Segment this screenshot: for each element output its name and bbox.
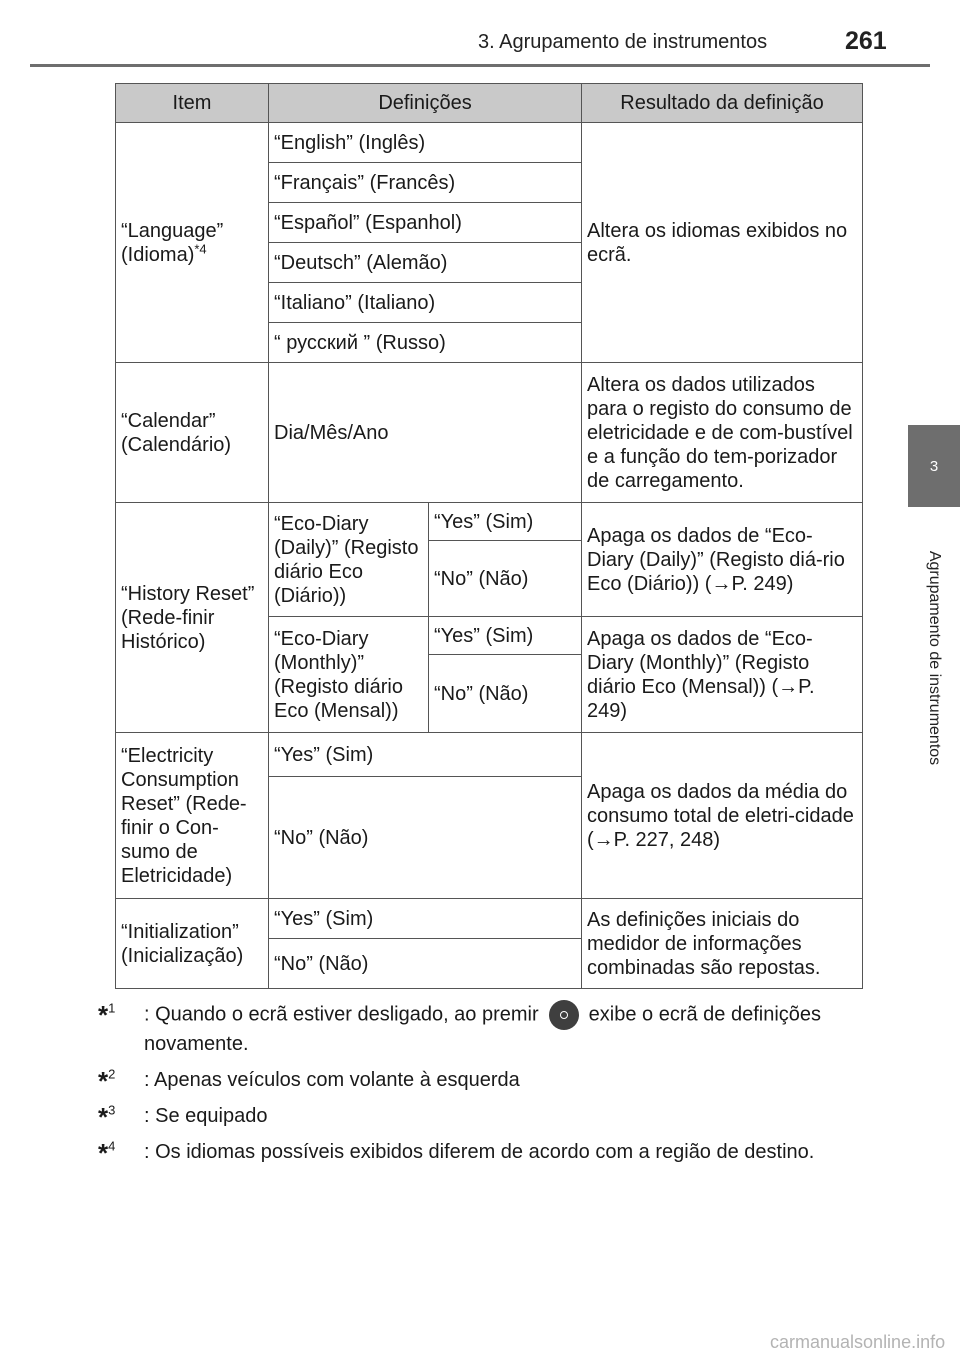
option-yes: “Yes” (Sim) (429, 503, 582, 541)
item-history-reset: “History Reset” (Rede-finir Histórico) (116, 503, 269, 733)
calendar-setting: Dia/Mês/Ano (269, 363, 582, 503)
section-title: 3. Agrupamento de instrumentos (478, 31, 768, 53)
result-monthly-reset: Apaga os dados de “Eco-Diary (Monthly)” (Registo diário Eco (Mensal)) (→P. 249) (582, 617, 863, 733)
footnote-4: *$^4$ : Os idiomas possíveis exibidos diferem de acordo com a região de destino. (98, 1138, 815, 1168)
item-language: “Language” (Idioma)$^{*4}$ (116, 123, 269, 363)
option-yes: “Yes” (Sim) (429, 617, 582, 655)
option-no: “No” (Não) (269, 777, 582, 899)
language-option: “ русский ” (Russo) (269, 323, 582, 363)
footnotes (98, 1000, 858, 1174)
footnote-1: *$^1$ : Quando o ecrã estiver desligado, ao premir exibe o ecrã de definições novamente. (98, 1000, 822, 1055)
footnote-ref: *4 (194, 240, 207, 256)
table-row (116, 733, 863, 777)
header-rule (30, 64, 930, 67)
result-calendar: Altera os dados utilizados para o registo do consumo de eletricidade e de com-bustível e a função do tem-porizador de carregamento. (582, 363, 863, 503)
footnote-2: *$^2$ : Apenas veículos com volante à esquerda (98, 1066, 520, 1096)
language-option: “Deutsch” (Alemão) (269, 243, 582, 283)
result-language: Altera os idiomas exibidos no ecrã. (582, 123, 863, 363)
column-header-resultado: Resultado da definição (582, 84, 863, 123)
option-no: “No” (Não) (429, 655, 582, 733)
footnote-marker: *$^1$ (98, 1000, 116, 1030)
option-yes: “Yes” (Sim) (269, 733, 582, 777)
language-option: “Français” (Francês) (269, 163, 582, 203)
table-row (116, 899, 863, 939)
result-electricity-reset: Apaga os dados da média do consumo total de eletri-cidade (→P. 227, 248) (582, 733, 863, 899)
eco-diary-monthly: “Eco-Diary (Monthly)” (Registo diário Eco (Mensal)) (269, 617, 429, 733)
page-number: 261 (845, 27, 887, 55)
chapter-number: 3 (929, 457, 939, 475)
language-option: “Español” (Espanhol) (269, 203, 582, 243)
result-initialization: As definições iniciais do medidor de informações combinadas são repostas. (582, 899, 863, 989)
footnote-marker: *$^2$ (98, 1066, 116, 1096)
result-daily-reset: Apaga os dados de “Eco-Diary (Daily)” (Registo diá-rio Eco (Diário)) (→P. 249) (582, 503, 863, 617)
settings-table (115, 83, 863, 989)
option-no: “No” (Não) (429, 541, 582, 617)
language-option: “English” (Inglês) (269, 123, 582, 163)
table-row (116, 123, 863, 163)
footnote-3: *$^3$ : Se equipado (98, 1102, 268, 1132)
item-initialization: “Initialization” (Inicialização) (116, 899, 269, 989)
footnote-marker: *$^4$ (98, 1138, 116, 1168)
chapter-tab (908, 425, 960, 507)
option-no: “No” (Não) (269, 939, 582, 989)
item-calendar: “Calendar” (Calendário) (116, 363, 269, 503)
column-header-definicoes: Definições (269, 84, 582, 123)
watermark: carmanualsonline.info (770, 1332, 946, 1352)
option-yes: “Yes” (Sim) (269, 899, 582, 939)
language-option: “Italiano” (Italiano) (269, 283, 582, 323)
circle-button-icon (549, 1000, 579, 1030)
table-header-row (116, 84, 863, 123)
column-header-item: Item (116, 84, 269, 123)
table-row (116, 503, 863, 541)
footnote-marker: *$^3$ (98, 1102, 116, 1132)
item-electricity-reset: “Electricity Consumption Reset” (Rede-finir o Con-sumo de Eletricidade) (116, 733, 269, 899)
chapter-label: Agrupamento de instrumentos (926, 550, 943, 766)
eco-diary-daily: “Eco-Diary (Daily)” (Registo diário Eco (Diário)) (269, 503, 429, 617)
table-row (116, 363, 863, 503)
